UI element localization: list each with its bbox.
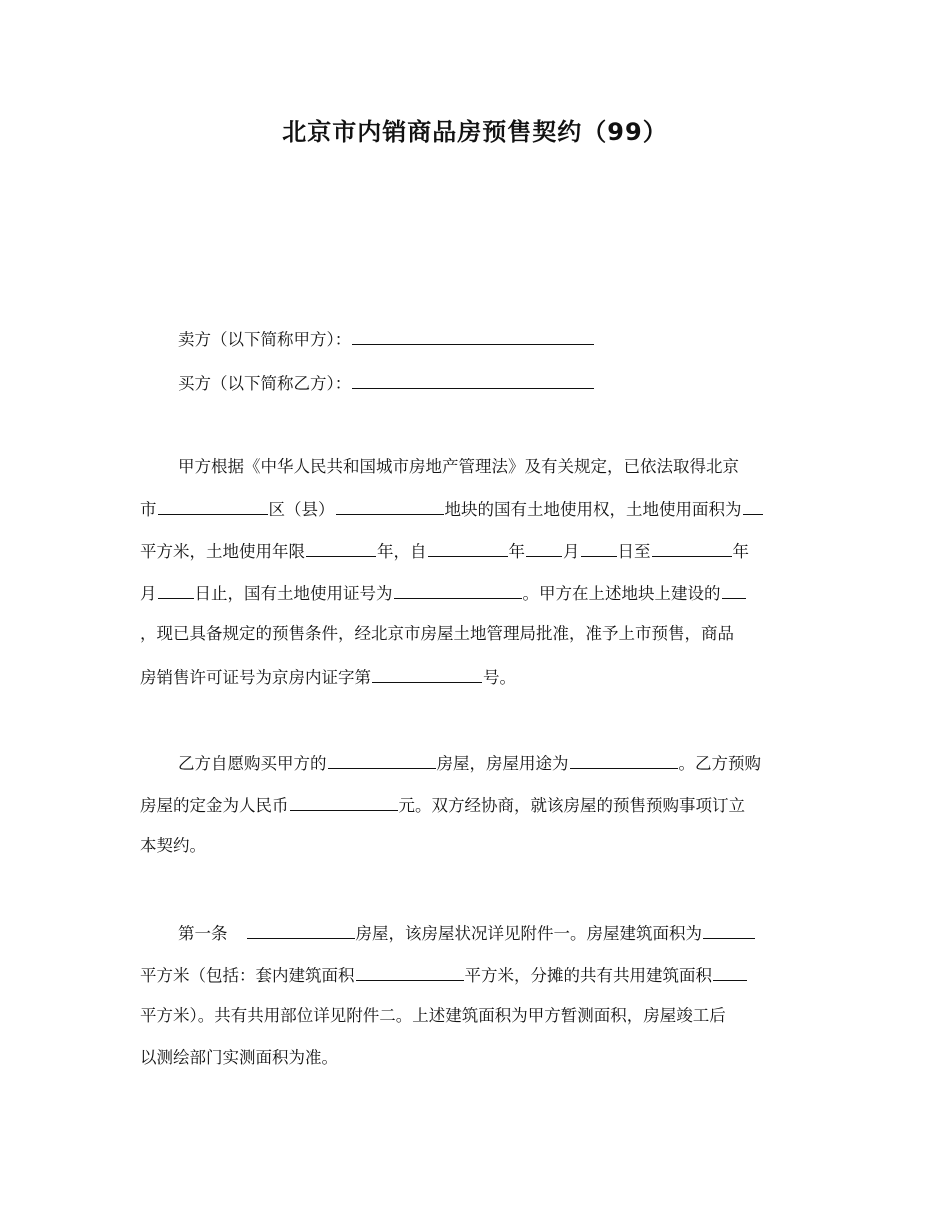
p1-line-1 xyxy=(178,455,850,479)
p2-text-1a: 乙方自愿购买甲方的 xyxy=(178,754,327,773)
article-1-line-4 xyxy=(140,1046,812,1070)
p1-line-4 xyxy=(140,580,812,604)
p1-text-2c: 地块的国有土地使用权，土地使用面积为 xyxy=(444,500,742,519)
house-use-blank xyxy=(570,750,678,769)
article-1-heading: 第一条 xyxy=(178,924,228,943)
p1-text-6a: 房销售许可证号为京房内证字第 xyxy=(140,668,371,687)
p1-line-6 xyxy=(140,664,812,688)
p1-text-3e: 日至 xyxy=(617,542,651,561)
p1-line-5 xyxy=(140,622,812,646)
land-area-blank xyxy=(743,496,763,515)
land-term-blank xyxy=(306,538,376,557)
p1-text-2b: 区（县） xyxy=(268,500,335,519)
inner-area-blank xyxy=(356,962,464,981)
p2-line-1 xyxy=(178,750,850,774)
p1-text-3a: 平方米，土地使用年限 xyxy=(140,542,305,561)
a1-text-1b: 房屋，该房屋状况详见附件一。房屋建筑面积为 xyxy=(355,924,702,943)
building-blank xyxy=(722,580,746,599)
article-1-line-1 xyxy=(178,920,850,944)
buyer-label: 买方（以下简称乙方）： xyxy=(178,374,352,393)
a1-text-4: 以测绘部门实测面积为准。 xyxy=(140,1048,338,1067)
p1-text-4c: 。甲方在上述地块上建设的 xyxy=(522,584,721,603)
buyer-line xyxy=(178,370,850,394)
p1-text-5: ，现已具备规定的预售条件，经北京市房屋土地管理局批准，准予上市预售，商品 xyxy=(140,624,734,643)
seller-label: 卖方（以下简称甲方）： xyxy=(178,330,352,349)
house-blank xyxy=(328,750,436,769)
p1-text-4a: 月 xyxy=(140,584,157,603)
p2-line-3 xyxy=(140,834,812,858)
start-year-blank xyxy=(428,538,508,557)
p1-text-6b: 号。 xyxy=(483,668,516,687)
article-1-house-blank xyxy=(247,920,355,939)
p1-text-1: 甲方根据《中华人民共和国城市房地产管理法》及有关规定，已依法取得北京 xyxy=(178,457,739,476)
document-title: 北京市内销商品房预售契约（99） xyxy=(282,118,668,146)
seller-line xyxy=(178,326,850,350)
p1-text-3f: 年 xyxy=(732,542,749,561)
land-cert-blank xyxy=(394,580,522,599)
a1-text-3: 平方米）。共有共用部位详见附件二。上述建筑面积为甲方暂测面积，房屋竣工后 xyxy=(140,1006,726,1025)
plot-blank xyxy=(336,496,444,515)
p1-line-3 xyxy=(140,538,812,562)
p2-line-2 xyxy=(140,792,812,816)
start-month-blank xyxy=(526,538,562,557)
p2-text-1b: 房屋，房屋用途为 xyxy=(436,754,569,773)
buyer-name-blank xyxy=(352,370,594,389)
p1-text-4b: 日止，国有土地使用证号为 xyxy=(194,584,393,603)
p1-line-2 xyxy=(140,496,812,520)
p2-text-1c: 。乙方预购 xyxy=(678,754,761,773)
seller-name-blank xyxy=(352,326,594,345)
a1-text-2a: 平方米（包括：套内建筑面积 xyxy=(140,966,355,985)
article-1-line-2 xyxy=(140,962,812,986)
p1-text-2a: 市 xyxy=(140,500,157,519)
article-1-line-3 xyxy=(140,1004,812,1028)
end-month-blank xyxy=(158,580,194,599)
deposit-blank xyxy=(290,792,398,811)
sale-permit-blank xyxy=(372,664,482,683)
end-year-blank xyxy=(652,538,732,557)
p2-text-3: 本契约。 xyxy=(140,836,206,855)
p2-text-2b: 元。双方经协商，就该房屋的预售预购事项订立 xyxy=(398,796,745,815)
floor-area-blank xyxy=(703,920,755,939)
p1-text-3d: 月 xyxy=(563,542,580,561)
p2-text-2a: 房屋的定金为人民币 xyxy=(140,796,289,815)
start-day-blank xyxy=(581,538,617,557)
a1-text-2b: 平方米，分摊的共有共用建筑面积 xyxy=(464,966,712,985)
p1-text-3c: 年 xyxy=(508,542,525,561)
shared-area-blank xyxy=(713,962,747,981)
district-blank xyxy=(158,496,268,515)
p1-text-3b: 年，自 xyxy=(377,542,427,561)
